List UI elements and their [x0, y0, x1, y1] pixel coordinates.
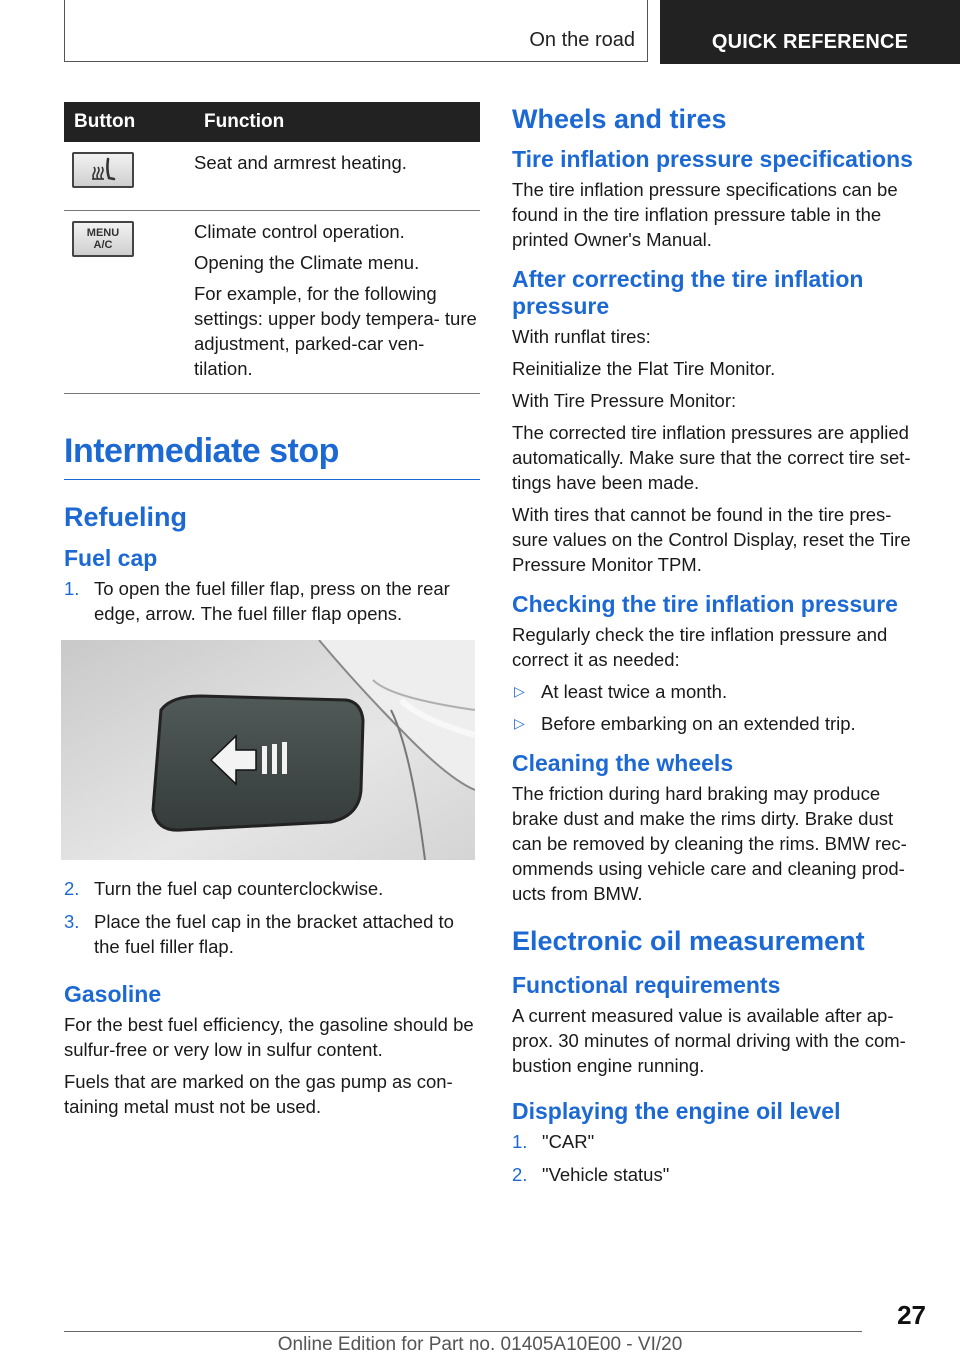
heading-after-correcting: After correcting the tire inflation pressure [512, 266, 864, 319]
list-item: ▷ Before embarking on an extended trip. [514, 713, 856, 734]
seat-heating-icon [72, 152, 134, 188]
heading-electronic-oil: Electronic oil measurement [512, 926, 865, 956]
fuel-cap-steps [64, 576, 480, 626]
list-item: 2. Turn the fuel cap counterclockwise. [64, 878, 384, 899]
bullet-triangle-icon: ▷ [514, 715, 525, 731]
heading-wheels-and-tires: Wheels and tires [512, 104, 727, 134]
fuel-filler-flap-photo [61, 640, 475, 860]
heading-gasoline: Gasoline [64, 981, 162, 1007]
paragraph: The friction during hard braking may produce brake dust and make the rims dirty. Brake dust can be removed by cleaning the rims. BMW rec‐ ommends using vehicle care and cleaning prod‐ ucts from BMW. [512, 783, 907, 904]
paragraph: Reinitialize the Flat Tire Monitor. [512, 358, 776, 379]
paragraph: With runflat tires: [512, 326, 651, 347]
paragraph: The tire inflation pressure specifications can be found in the tire inflation pressure table in the printed Owner's Manual. [512, 179, 898, 250]
function-text: Climate control operation. [194, 221, 405, 242]
paragraph: Fuels that are marked on the gas pump as con‐ taining metal must not be used. [64, 1071, 453, 1117]
heading-pressure-specifications: Tire inflation pressure specifications [512, 146, 913, 172]
heading-refueling: Refueling [64, 502, 188, 532]
heading-functional-requirements: Functional requirements [512, 972, 781, 998]
right-column [512, 102, 926, 1195]
paragraph: For the best fuel efficiency, the gasoline should be sulfur-free or very low in sulfur content. [64, 1014, 474, 1060]
list-item: 1. To open the fuel filler flap, press on the rear edge, arrow. The fuel filler flap opens. [64, 578, 450, 624]
column-header-button: Button [64, 102, 190, 142]
button-function-table [64, 102, 480, 394]
heading-displaying-oil-level: Displaying the engine oil level [512, 1098, 841, 1124]
paragraph: Regularly check the tire inflation pressure and correct it as needed: [512, 624, 888, 670]
heading-intermediate-stop: Intermediate stop [64, 432, 480, 480]
chapter-tab[interactable]: QUICK REFERENCE [660, 0, 960, 64]
table-row [64, 142, 480, 211]
function-text: For example, for the following settings: upper body tempera‐ ture adjustment, parked-car ven‐ tilation. [194, 283, 477, 379]
page-number: 27 [897, 1300, 926, 1330]
paragraph: The corrected tire inflation pressures are applied automatically. Make sure that the correct tire set‐ tings have been made. [512, 422, 911, 493]
step-number: 1. [512, 1131, 528, 1152]
oil-level-steps [512, 1129, 926, 1187]
function-text: Opening the Climate menu. [194, 252, 420, 273]
fuel-cap-steps-continued [64, 876, 480, 959]
heading-cleaning-wheels: Cleaning the wheels [512, 750, 734, 776]
step-number: 3. [64, 911, 80, 932]
footer-divider [64, 1331, 862, 1332]
check-interval-list [512, 679, 926, 736]
table-row [64, 211, 480, 394]
heading-fuel-cap: Fuel cap [64, 545, 158, 571]
bullet-triangle-icon: ▷ [514, 683, 525, 699]
page-header [64, 0, 960, 64]
list-item: 3. Place the fuel cap in the bracket attached to the fuel filler flap. [64, 911, 454, 957]
paragraph: With tires that cannot be found in the tire pres‐ sure values on the Control Display, reset the Tire Pressure Monitor TPM. [512, 504, 911, 575]
section-title: On the road [64, 0, 648, 62]
paragraph: With Tire Pressure Monitor: [512, 390, 737, 411]
list-item: 1. "CAR" [512, 1131, 595, 1152]
menu-ac-icon: MENU A/C [72, 221, 134, 257]
step-number: 2. [512, 1164, 528, 1185]
column-header-function: Function [190, 102, 480, 142]
list-item: 2. "Vehicle status" [512, 1164, 670, 1185]
heading-checking-pressure: Checking the tire inflation pressure [512, 591, 898, 617]
step-number: 2. [64, 878, 80, 899]
list-item: ▷ At least twice a month. [514, 681, 728, 702]
step-number: 1. [64, 578, 80, 599]
left-column [64, 102, 480, 1126]
function-text: Seat and armrest heating. [194, 152, 407, 173]
footer-edition: Online Edition for Part no. 01405A10E00 - VI/20 [277, 1334, 683, 1355]
paragraph: A current measured value is available after ap‐ prox. 30 minutes of normal driving with the com‐ bustion engine running. [512, 1005, 906, 1076]
